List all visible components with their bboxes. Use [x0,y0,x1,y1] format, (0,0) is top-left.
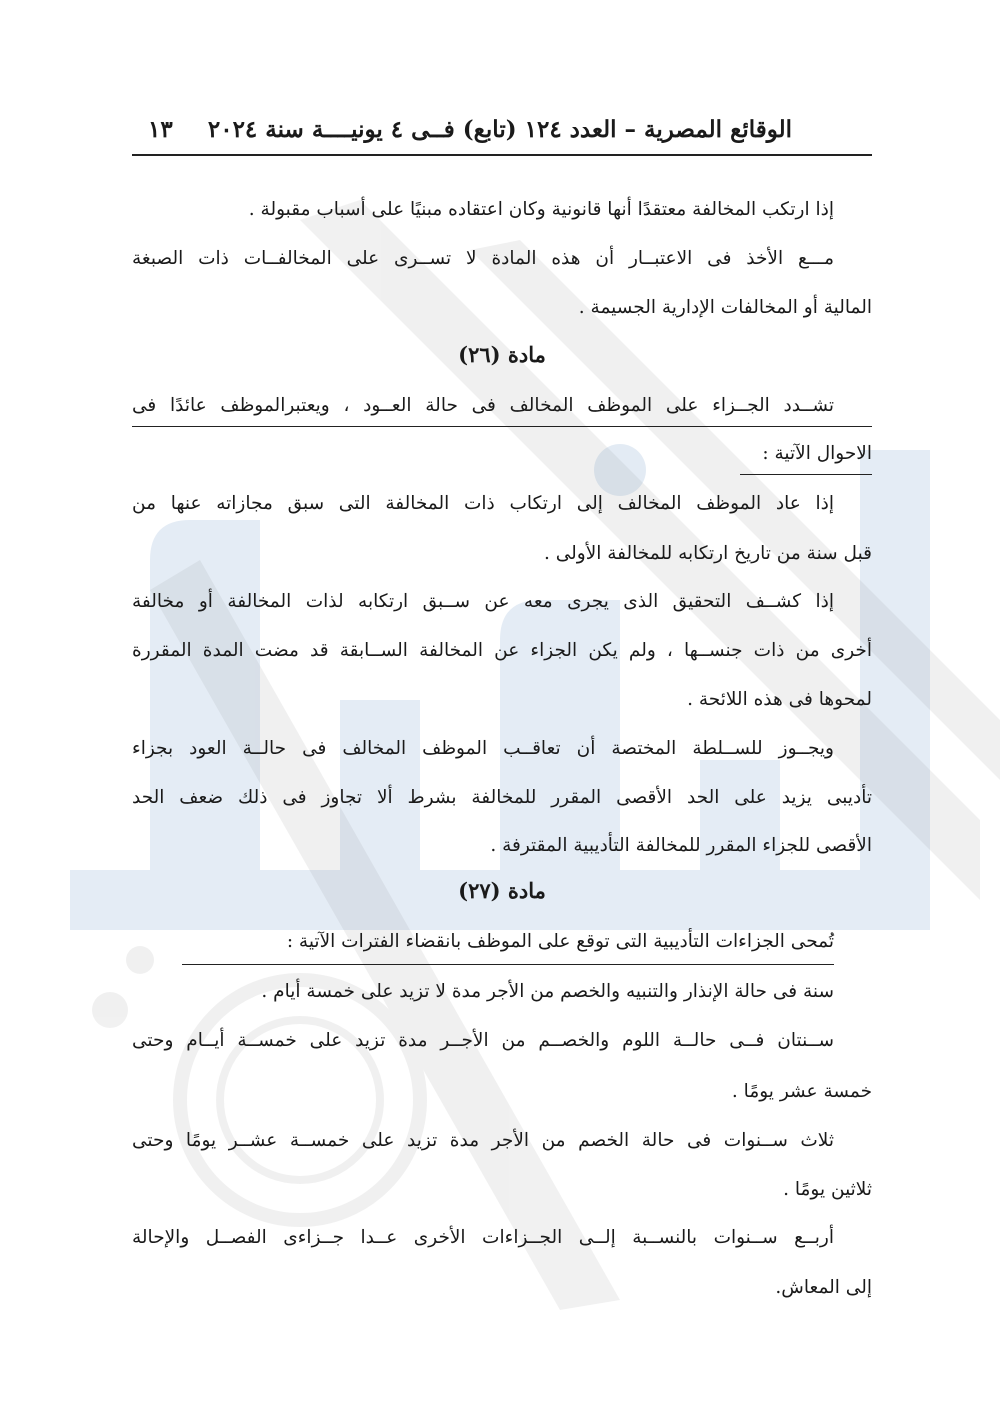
text-line: إذا كشــف التحقيق الذى يجرى معه عن ســبق ارتكابه لذات المخالفة أو مخالفة [132,591,834,612]
underline-rule [740,474,872,475]
text-line: أخرى من ذات جنســها ، ولم يكن الجزاء عن المخالفة الســابقة قد مضت المدة المقررة [132,640,872,661]
article-heading: مادة (٢٦) [458,342,546,367]
text-line: تشــدد الجــزاء على الموظف المخالف فى حالة العــود ، ويعتبرالموظف عائدًا فى [132,395,834,416]
underline-rule [132,426,872,427]
text-line: تأديبى يزيد على الحد الأقصى المقرر للمخالفة بشرط ألا تجاوز فى ذلك ضعف الحد [132,787,872,808]
text-line: ســنتان فــى حالــة اللوم والخصــم من الأجــر مدة تزيد على خمســة أيــام وحتى [132,1030,834,1051]
text-line: تُمحى الجزاءات التأديبية التى توقع على الموظف بانقضاء الفترات الآتية : [286,931,834,952]
text-line: ثلاث ســنوات فى حالة الخصم من الأجر مدة تزيد على خمســة عشــر يومًا وحتى [132,1130,834,1151]
text-line: ويجــوز للســلطة المختصة أن تعاقــب الموظف المخالف فى حالــة العود بجزاء [132,738,834,759]
text-line: سنة فى حالة الإنذار والتنبيه والخصم من الأجر مدة لا تزيد على خمسة أيام . [261,981,834,1002]
text-line: أربــع ســنوات بالنســبة إلــى الجــزاءات الأخرى عــدا جــزاءى الفصــل والإحالة [132,1227,834,1248]
text-line: إلى المعاش. [775,1277,872,1298]
text-line: إذا عاد الموظف المخالف إلى ارتكاب ذات المخالفة التى سبق مجازاته عنها من [132,493,834,514]
page-header [132,108,872,156]
text-line: خمسة عشر يومًا . [731,1081,872,1102]
underline-rule [182,964,834,965]
text-line: إذا ارتكب المخالفة معتقدًا أنها قانونية وكان اعتقاده مبنيًا على أسباب مقبولة . [248,199,834,220]
text-line: الأقصى للجزاء المقرر للمخالفة التأديبية المقترفة . [490,835,872,856]
text-line: ثلاثين يومًا . [783,1179,872,1200]
text-line: مـــع الأخذ فى الاعتبــار أن هذه المادة لا تســرى على المخالفــات ذات الصبغة [132,248,834,269]
text-line: قبل سنة من تاريخ ارتكابه للمخالفة الأولى . [543,543,872,564]
text-line: لمحوها فى هذه اللائحة . [687,689,872,710]
header-title: الوقائع المصرية – العدد ١٢٤ (تابع) فــى ٤ يونيــــة سنة ٢٠٢٤ [207,116,792,143]
article-heading: مادة (٢٧) [458,878,546,903]
text-line: المالية أو المخالفات الإدارية الجسيمة . [578,297,872,318]
page-number: ١٣ [148,116,173,143]
text-line: الاحوال الآتية : [762,443,872,464]
